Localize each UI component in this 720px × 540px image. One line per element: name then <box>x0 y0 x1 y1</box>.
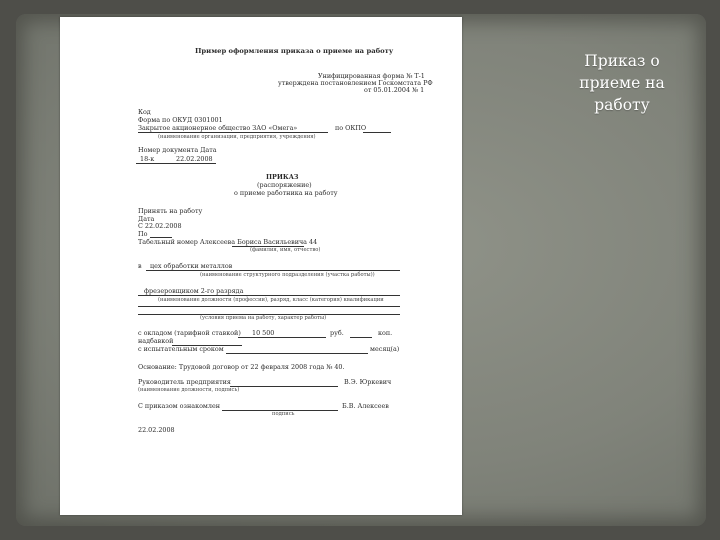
to-date: По <box>138 230 148 238</box>
prikaz-subtitle-1: (распоряжение) <box>257 181 312 189</box>
familiar-label: С приказом ознакомлен <box>138 402 220 410</box>
department-prefix: в <box>138 262 142 270</box>
slide-title: Приказ о приеме на работу <box>579 52 665 114</box>
signature-caption: подпись <box>272 411 295 417</box>
kop-label: коп. <box>378 329 393 337</box>
organization-name: Закрытое акционерное общество ЗАО «Омега» <box>138 124 298 132</box>
document-number-label: Номер документа Дата <box>138 146 217 154</box>
form-line-1: Унифицированная форма № Т-1 <box>318 72 425 80</box>
department-caption: (наименование структурного подразделения (участка работы)) <box>200 272 375 278</box>
department-value: цех обработки металлов <box>150 262 233 270</box>
prikaz-title: ПРИКАЗ <box>266 173 299 181</box>
document-scan <box>60 17 462 515</box>
salary-value: 10 500 <box>252 329 275 337</box>
probation-label: с испытательным сроком <box>138 345 224 353</box>
form-line-3: от 05.01.2004 № 1 <box>364 86 425 94</box>
date-label: Дата <box>138 215 155 223</box>
director-caption: (наименование должности, подпись) <box>138 387 240 393</box>
from-date: С 22.02.2008 <box>138 222 182 230</box>
prikaz-subtitle-2: о приеме работника на работу <box>234 189 338 197</box>
basis-line: Основание: Трудовой договор от 22 февраля 2008 года № 40. <box>138 363 345 371</box>
director-label: Руководитель предприятия <box>138 378 231 386</box>
okud-line: Форма по ОКУД 0301001 <box>138 116 223 124</box>
rub-label: руб. <box>330 329 344 337</box>
document-header-title: Пример оформления приказа о приеме на работу <box>195 47 394 55</box>
kod-label: Код <box>138 108 151 116</box>
salary-label: с окладом (тарифной ставкой) <box>138 329 241 337</box>
position-caption: (наименование должности (профессии), разряд, класс (категория) квалификации <box>158 297 384 303</box>
familiar-name: Б.В. Алексеев <box>342 402 389 410</box>
document-number-value: 18-к <box>140 155 155 163</box>
bonus-label: надбавкой <box>138 337 174 345</box>
employee-line: Табельный номер Алексеева Бориса Васильевича 44 <box>138 238 318 246</box>
position-value: фрезеровщиком 2-го разряда <box>144 287 244 295</box>
organization-caption: (наименование организации, предприятия, учреждения) <box>158 134 316 140</box>
accept-label: Принять на работу <box>138 207 203 215</box>
conditions-caption: (условия приема на работу, характер работы) <box>200 315 327 321</box>
fio-caption: (фамилия, имя, отчество) <box>250 247 321 253</box>
okpo-label: по ОКПО <box>335 124 367 132</box>
director-name: В.Э. Юркевич <box>344 378 392 386</box>
bottom-date: 22.02.2008 <box>138 426 175 434</box>
form-line-2: утверждена постановлением Госкомстата РФ <box>278 79 433 87</box>
months-label: месяц(а) <box>370 345 400 353</box>
document-date-value: 22.02.2008 <box>176 155 213 163</box>
